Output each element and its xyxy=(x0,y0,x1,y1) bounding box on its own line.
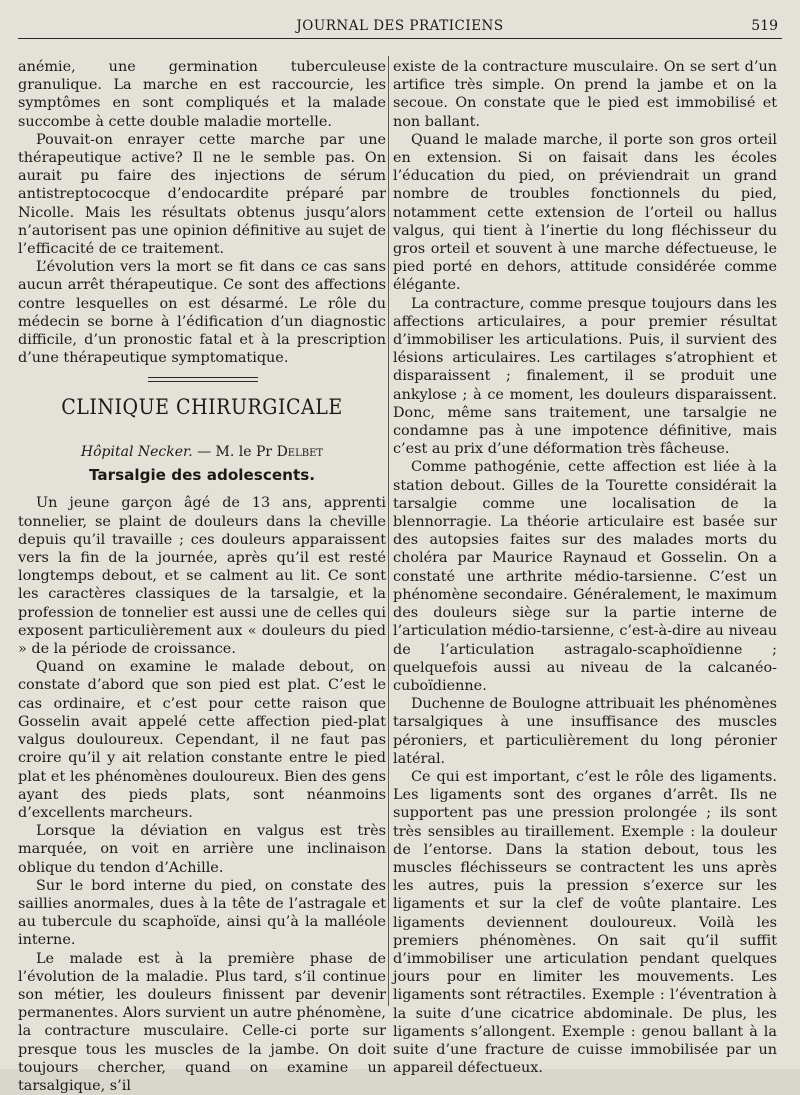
double-rule xyxy=(148,377,258,382)
surgeon-name: Delbet xyxy=(276,444,324,461)
running-title: JOURNAL DES PRATICIENS xyxy=(296,18,504,34)
paragraph: Ce qui est important, c’est le rôle des ligaments. Les ligaments sont des organes d’arrêt. Ils ne supportent pas une pression prolongée ; ils sont très sensibles au tiraillement. Exemple : la douleur de l’entorse. Dans la station debout, tous les muscles fléchisseurs se contractent les uns après les autres, puis la pression s’exerce sur les ligaments et sur la clef de voûte plantaire. Les ligaments deviennent douloureux. Voilà les premiers phénomènes. On sait qu’il suffit d’immobiliser une articulation pendant quelques jours pour en limiter les mouvements. Les ligaments sont rétractiles. Exemple : l’éventration à la suite d’une cicatrice abdominale. De plus, les ligaments s’allongent. Exemple : genou ballant à la suite d’une fracture de cuisse immobilisée par un appareil défectueux. xyxy=(393,768,777,1077)
paragraph: existe de la contracture musculaire. On se sert d’un artifice très simple. On prend la jambe et on la secoue. On constate que le pied est immobilisé et non ballant. xyxy=(393,59,777,130)
hospital-name: Hôpital Necker. xyxy=(80,444,193,461)
paragraph: Quand le malade marche, il porte son gros orteil en extension. Si on faisait dans les écoles l’éducation du pied, on préviendrait un grand nombre de troubles fonctionnels du pied, notamment cette extension de l’orteil ou hallus valgus, qui tient à l’inertie du long fléchisseur du gros orteil et souvent à une marche défectueuse, le pied porté en dehors, attitude considérée comme élégante. xyxy=(393,131,777,294)
section-title: CLINIQUE CHIRURGICALE xyxy=(61,394,343,421)
paragraph: Quand on examine le malade debout, on constate d’abord que son pied est plat. C’est le cas ordinaire, et c’est pour cette raison que Gosselin avait appelé cette affection pied-plat valgus douloureux. Cependant, il ne faut pas croire qu’il y ait relation constante entre le pied plat et les phénomènes douloureux. Bien des gens ayant des pieds plats, sont néanmoins d’excellents marcheurs. xyxy=(18,659,386,821)
paragraph: Comme pathogénie, cette affection est liée à la station debout. Gilles de la Tourette considérait la tarsalgie comme une localisation de la blennorragie. La théorie articulaire est basée sur des autopsies faites sur des malades morts du choléra par Maurice Raynaud et Gosselin. On a constaté une arthrite médio-tarsienne. C’est un phénomène secondaire. Généralement, le maximum des douleurs siège sur la partie interne de l’articulation médio-tarsienne, c’est-à-dire au niveau de l’articulation astragalo-scaphoïdienne ; quelquefois aussi au niveau de la calcanéo-cuboïdienne. xyxy=(393,459,777,694)
column-divider xyxy=(388,56,389,1006)
page-number: 519 xyxy=(751,18,778,34)
paragraph: L’évolution vers la mort se fit dans ce cas sans aucun arrêt thérapeutique. Ce sont des affections contre lesquelles on est désarmé. Le rôle du médecin se borne à l’édification d’un diagnostic difficile, d’un pronostic fatal et à la prescription d’une thérapeutique symptomatique. xyxy=(18,259,386,367)
paragraph: anémie, une germination tuberculeuse granulique. La marche en est raccourcie, les symptômes en sont compliqués et la malade succombe à cette double maladie mortelle. xyxy=(18,59,386,130)
paragraph: La contracture, comme presque toujours dans les affections articulaires, a pour premier résultat d’immobiliser les articulations. Puis, il survient des lésions articulaires. Les cartilages s’atrophient et disparaissent ; finalement, il se produit une ankylose ; à ce moment, les douleurs disparaissent. Donc, même sans traitement, une tarsalgie ne condamne pas à une impotence définitive, mais c’est au prix d’une déformation très fâcheuse. xyxy=(393,295,777,458)
article-title: Tarsalgie des adolescents. xyxy=(88,466,316,485)
paragraph: Pouvait-on enrayer cette marche par une thérapeutique active? Il ne le semble pas. On aurait pu faire des injections de sérum antistreptococque d’endocardite préparé par Nicolle. Mais les résultats obtenus jusqu’alors n’autorisent pas une opinion définitive au sujet de l’efficacité de ce traitement. xyxy=(18,131,386,258)
hospital-line xyxy=(18,444,386,460)
paragraph: Duchenne de Boulogne attribuait les phénomènes tarsalgiques à une insuffisance des muscles péroniers, et particulièrement du long péronier latéral. xyxy=(393,696,777,767)
paragraph: Le malade est à la première phase de l’évolution de la maladie. Plus tard, s’il continue son métier, les douleurs finissent par devenir permanentes. Alors survient un autre phénomène, la contracture musculaire. Celle-ci porte sur presque tous les muscles de la jambe. On doit toujours chercher, quand on examine un tarsalgique, s’il xyxy=(18,950,386,1094)
paragraph: Sur le bord interne du pied, on constate des saillies anormales, dues à la tête de l’astragale et au tubercule du scaphoïde, ainsi qu’à la malléole interne. xyxy=(18,877,386,949)
dash-text: — M. le Pr xyxy=(192,444,277,461)
page-header xyxy=(18,16,782,39)
section-separator xyxy=(18,377,386,382)
left-column xyxy=(18,58,386,1094)
paragraph: Lorsque la déviation en valgus est très marquée, on voit en arrière une inclinaison oblique du tendon d’Achille. xyxy=(18,823,386,876)
paragraph: Un jeune garçon âgé de 13 ans, apprenti tonnelier, se plaint de douleurs dans la cheville depuis qu’il travaille ; ces douleurs apparaissent vers la fin de la journée, après qu’il est resté longtemps debout, et se calment au lit. Ce sont les caractères classiques de la tarsalgie, et la profession de tonnelier est aussi une de celles qui exposent particulièrement aux « douleurs du pied » de la période de croissance. xyxy=(18,495,386,658)
right-column xyxy=(393,58,777,1077)
